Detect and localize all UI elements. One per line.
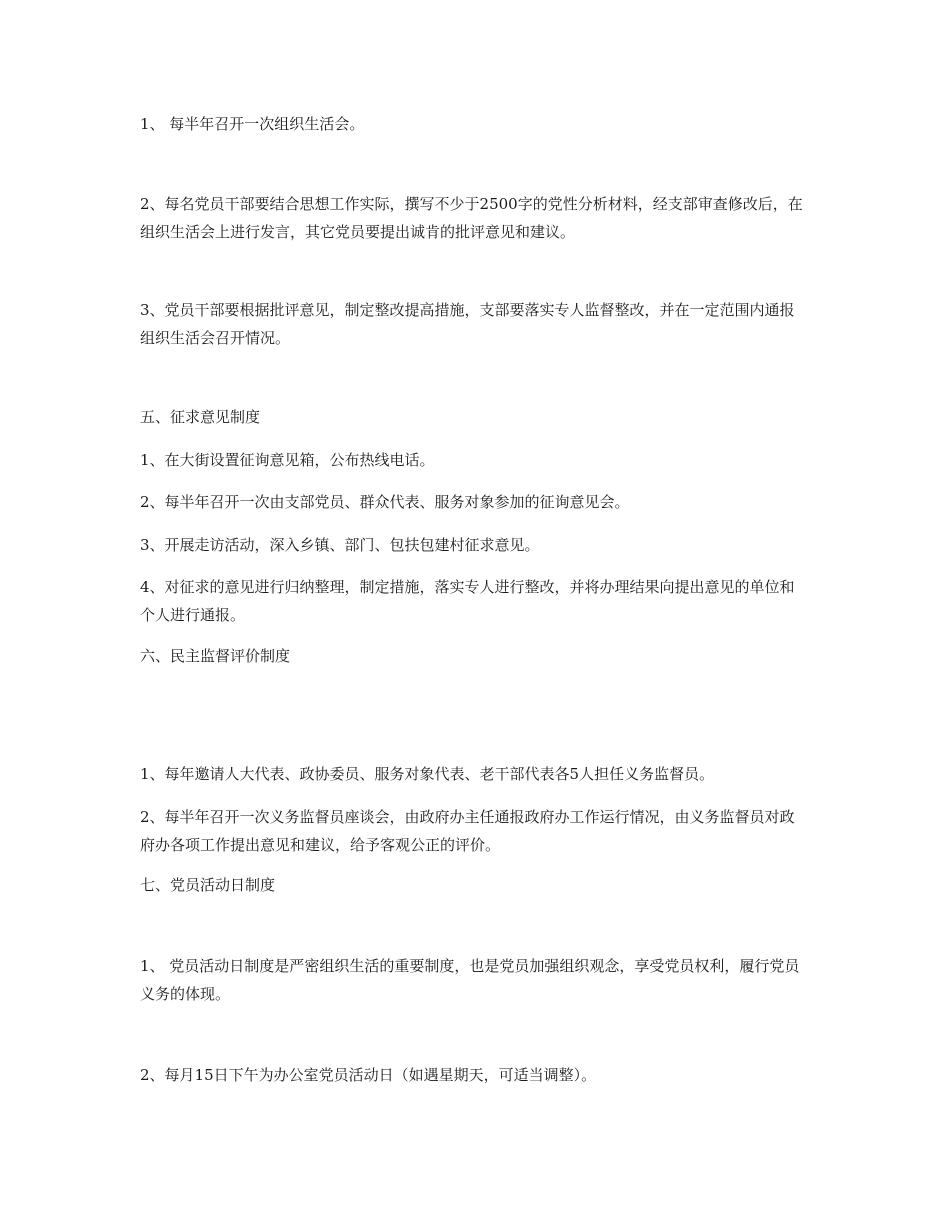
paragraph-1: 1、 每半年召开一次组织生活会。 xyxy=(140,115,365,133)
paragraph-7-1: 1、 党员活动日制度是严密组织生活的重要制度，也是党员加强组织观念，享受党员权利，履行党员义务的体现。 xyxy=(140,957,800,1003)
paragraph-7-2: 2、每月15日下午为办公室党员活动日（如遇星期天，可适当调整）。 xyxy=(140,1066,597,1084)
section-heading-5: 五、征求意见制度 xyxy=(140,408,261,426)
paragraph-5-3: 3、开展走访活动，深入乡镇、部门、包扶包建村征求意见。 xyxy=(140,536,540,554)
paragraph-6-2: 2、每半年召开一次义务监督员座谈会，由政府办主任通报政府办工作运行情况，由义务监督员对政府办各项工作提出意见和建议，给予客观公正的评价。 xyxy=(140,808,795,854)
paragraph-5-4: 4、对征求的意见进行归纳整理，制定措施，落实专人进行整改，并将办理结果向提出意见的单位和个人进行通报。 xyxy=(140,578,795,624)
paragraph-2: 2、每名党员干部要结合思想工作实际，撰写不少于2500字的党性分析材料，经支部审查修改后，在组织生活会上进行发言，其它党员要提出诚肯的批评意见和建议。 xyxy=(140,195,803,241)
section-heading-7: 七、党员活动日制度 xyxy=(140,876,276,894)
section-heading-6: 六、民主监督评价制度 xyxy=(140,647,291,665)
paragraph-6-1: 1、每年邀请人大代表、政协委员、服务对象代表、老干部代表各5人担任义务监督员。 xyxy=(140,765,715,783)
paragraph-3: 3、党员干部要根据批评意见，制定整改提高措施，支部要落实专人监督整改，并在一定范围内通报组织生活会召开情况。 xyxy=(140,301,795,347)
paragraph-5-1: 1、在大街设置征询意见箱，公布热线电话。 xyxy=(140,451,435,469)
paragraph-5-2: 2、每半年召开一次由支部党员、群众代表、服务对象参加的征询意见会。 xyxy=(140,493,630,511)
